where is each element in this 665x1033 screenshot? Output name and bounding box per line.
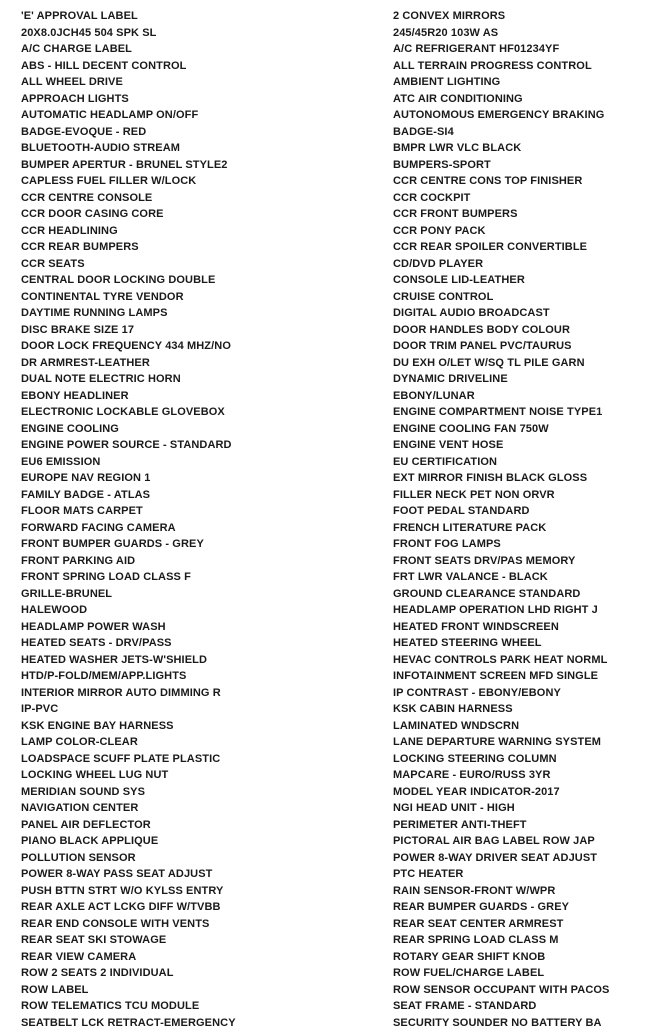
feature-item: AUTOMATIC HEADLAMP ON/OFF — [21, 109, 199, 121]
feature-item: DR ARMREST-LEATHER — [21, 356, 150, 369]
feature-item: DAYTIME RUNNING LAMPS — [21, 307, 168, 319]
feature-item: DYNAMIC DRIVELINE — [393, 373, 508, 385]
feature-item: FRT LWR VALANCE - BLACK — [393, 571, 548, 583]
feature-item: ENGINE VENT HOSE — [393, 439, 504, 451]
feature-item: HEATED WASHER JETS-W'SHIELD — [21, 653, 208, 666]
feature-item: EU6 EMISSION — [21, 455, 101, 468]
feature-item: MAPCARE - EURO/RUSS 3YR — [393, 769, 551, 781]
feature-item: ENGINE COMPARTMENT NOISE TYPE1 — [393, 406, 603, 418]
feature-item: HALEWOOD — [21, 604, 88, 616]
feature-item: EXT MIRROR FINISH BLACK GLOSS — [393, 472, 588, 484]
feature-item: BUMPERS-SPORT — [393, 158, 491, 171]
feature-item: FRONT SEATS DRV/PAS MEMORY — [393, 554, 576, 567]
feature-item: FAMILY BADGE - ATLAS — [21, 488, 151, 501]
feature-item: LOCKING WHEEL LUG NUT — [21, 769, 169, 781]
feature-item: FORWARD FACING CAMERA — [21, 521, 176, 534]
feature-item: CENTRAL DOOR LOCKING DOUBLE — [21, 274, 216, 286]
feature-item: LAMP COLOR-CLEAR — [21, 736, 138, 748]
feature-item: PUSH BTTN STRT W/O KYLSS ENTRY — [21, 884, 224, 897]
feature-item: ROW SENSOR OCCUPANT WITH PACOS — [393, 983, 610, 996]
feature-item: MODEL YEAR INDICATOR-2017 — [393, 785, 560, 798]
feature-item: BUMPER APERTUR - BRUNEL STYLE2 — [21, 158, 228, 171]
feature-item: REAR SEAT SKI STOWAGE — [21, 934, 167, 946]
feature-item: EU CERTIFICATION — [393, 455, 498, 468]
feature-item: SEAT FRAME - STANDARD — [393, 1000, 537, 1012]
feature-item: NAVIGATION CENTER — [21, 802, 139, 814]
feature-item: RAIN SENSOR-FRONT W/WPR — [393, 884, 556, 897]
feature-item: DIGITAL AUDIO BROADCAST — [393, 307, 550, 319]
feature-item: LOADSPACE SCUFF PLATE PLASTIC — [21, 752, 221, 765]
feature-item: ELECTRONIC LOCKABLE GLOVEBOX — [21, 406, 225, 418]
feature-item: SECURITY SOUNDER NO BATTERY BA — [393, 1016, 602, 1029]
feature-item: ROTARY GEAR SHIFT KNOB — [393, 950, 546, 963]
feature-item: PICTORAL AIR BAG LABEL ROW JAP — [393, 835, 595, 847]
feature-item: ABS - HILL DECENT CONTROL — [21, 59, 187, 72]
feature-item: BADGE-EVOQUE - RED — [21, 125, 147, 138]
feature-item: HEATED SEATS - DRV/PASS — [21, 637, 172, 649]
feature-item: CCR REAR SPOILER CONVERTIBLE — [393, 241, 588, 253]
feature-item: CCR COCKPIT — [393, 191, 471, 204]
feature-item: CRUISE CONTROL — [393, 290, 494, 303]
feature-item: ROW LABEL — [21, 983, 89, 996]
feature-item: HEVAC CONTROLS PARK HEAT NORML — [393, 653, 608, 666]
feature-item: ALL TERRAIN PROGRESS CONTROL — [393, 59, 592, 72]
feature-item: IP CONTRAST - EBONY/EBONY — [393, 686, 561, 699]
feature-item: KSK CABIN HARNESS — [393, 703, 513, 715]
feature-item: ALL WHEEL DRIVE — [21, 76, 123, 88]
feature-item: CAPLESS FUEL FILLER W/LOCK — [21, 175, 197, 187]
feature-item: LAMINATED WNDSCRN — [393, 719, 520, 732]
feature-item: HTD/P-FOLD/MEM/APP.LIGHTS — [21, 670, 187, 682]
feature-item: 20X8.0JCH45 504 SPK SL — [21, 26, 157, 39]
feature-item: MERIDIAN SOUND SYS — [21, 785, 146, 798]
feature-item: CONTINENTAL TYRE VENDOR — [21, 290, 184, 303]
feature-item: HEADLAMP POWER WASH — [21, 620, 166, 633]
feature-item: AUTONOMOUS EMERGENCY BRAKING — [393, 109, 605, 121]
feature-item: 245/45R20 103W AS — [393, 26, 499, 39]
feature-item: A/C CHARGE LABEL — [21, 43, 132, 55]
feature-item: CCR DOOR CASING CORE — [21, 208, 164, 220]
feature-item: CCR PONY PACK — [393, 224, 486, 237]
feature-item: ENGINE COOLING FAN 750W — [393, 422, 549, 435]
feature-item: REAR SEAT CENTER ARMREST — [393, 917, 564, 930]
feature-item: POLLUTION SENSOR — [21, 851, 136, 864]
feature-item: ENGINE POWER SOURCE - STANDARD — [21, 439, 232, 451]
feature-item: PERIMETER ANTI-THEFT — [393, 818, 527, 831]
feature-item: ATC AIR CONDITIONING — [393, 92, 523, 105]
feature-item: EBONY HEADLINER — [21, 389, 129, 402]
feature-item: DU EXH O/LET W/SQ TL PILE GARN — [393, 356, 585, 369]
feature-item: IP-PVC — [21, 703, 59, 715]
feature-item: DUAL NOTE ELECTRIC HORN — [21, 373, 181, 385]
feature-item: KSK ENGINE BAY HARNESS — [21, 719, 174, 732]
feature-item: CCR REAR BUMPERS — [21, 241, 139, 253]
feature-item: PTC HEATER — [393, 868, 464, 880]
feature-item: HEATED STEERING WHEEL — [393, 637, 542, 649]
feature-item: FLOOR MATS CARPET — [21, 505, 143, 517]
feature-item: FRENCH LITERATURE PACK — [393, 521, 547, 534]
feature-item: REAR VIEW CAMERA — [21, 950, 137, 963]
feature-item: BMPR LWR VLC BLACK — [393, 142, 522, 154]
feature-item: CCR HEADLINING — [21, 224, 118, 237]
feature-item: ROW FUEL/CHARGE LABEL — [393, 967, 545, 979]
feature-list-left-column — [21, 8, 381, 1031]
feature-item: REAR SPRING LOAD CLASS M — [393, 934, 559, 946]
feature-item: 'E' APPROVAL LABEL — [21, 10, 138, 22]
feature-item: CCR CENTRE CONS TOP FINISHER — [393, 175, 583, 187]
feature-item: REAR END CONSOLE WITH VENTS — [21, 917, 210, 930]
feature-item: A/C REFRIGERANT HF01234YF — [393, 43, 560, 55]
feature-item: FRONT SPRING LOAD CLASS F — [21, 571, 191, 583]
feature-item: POWER 8-WAY PASS SEAT ADJUST — [21, 868, 213, 880]
feature-item: GROUND CLEARANCE STANDARD — [393, 587, 581, 600]
feature-item: ROW TELEMATICS TCU MODULE — [21, 1000, 200, 1012]
feature-item: PANEL AIR DEFLECTOR — [21, 818, 151, 831]
feature-item: PIANO BLACK APPLIQUE — [21, 835, 159, 847]
feature-item: AMBIENT LIGHTING — [393, 76, 501, 88]
feature-item: REAR AXLE ACT LCKG DIFF W/TVBB — [21, 901, 221, 913]
feature-item: CD/DVD PLAYER — [393, 257, 484, 270]
feature-item: FRONT PARKING AID — [21, 554, 136, 567]
feature-item: FILLER NECK PET NON ORVR — [393, 488, 555, 501]
feature-item: DOOR LOCK FREQUENCY 434 MHZ/NO — [21, 340, 231, 352]
feature-item: SEATBELT LCK RETRACT-EMERGENCY — [21, 1016, 236, 1029]
feature-item: EUROPE NAV REGION 1 — [21, 472, 151, 484]
feature-item: BLUETOOTH-AUDIO STREAM — [21, 142, 181, 154]
feature-item: NGI HEAD UNIT - HIGH — [393, 802, 515, 814]
feature-item: CONSOLE LID-LEATHER — [393, 274, 525, 286]
feature-item: INFOTAINMENT SCREEN MFD SINGLE — [393, 670, 599, 682]
feature-item: CCR FRONT BUMPERS — [393, 208, 518, 220]
feature-item: CCR CENTRE CONSOLE — [21, 191, 153, 204]
feature-item: GRILLE-BRUNEL — [21, 587, 113, 600]
feature-item: POWER 8-WAY DRIVER SEAT ADJUST — [393, 851, 598, 864]
feature-item: LOCKING STEERING COLUMN — [393, 752, 557, 765]
feature-item: HEATED FRONT WINDSCREEN — [393, 620, 559, 633]
feature-item: ROW 2 SEATS 2 INDIVIDUAL — [21, 967, 174, 979]
feature-item: LANE DEPARTURE WARNING SYSTEM — [393, 736, 602, 748]
feature-item: FRONT FOG LAMPS — [393, 538, 501, 550]
feature-item: FOOT PEDAL STANDARD — [393, 505, 530, 517]
feature-item: 2 CONVEX MIRRORS — [393, 10, 506, 22]
feature-item: CCR SEATS — [21, 257, 85, 270]
feature-item: REAR BUMPER GUARDS - GREY — [393, 901, 570, 913]
feature-item: DOOR TRIM PANEL PVC/TAURUS — [393, 340, 572, 352]
feature-item: DOOR HANDLES BODY COLOUR — [393, 323, 570, 336]
feature-item: ENGINE COOLING — [21, 422, 119, 435]
feature-item: EBONY/LUNAR — [393, 389, 475, 402]
feature-item: BADGE-SI4 — [393, 125, 454, 138]
feature-item: HEADLAMP OPERATION LHD RIGHT J — [393, 604, 598, 616]
feature-item: APPROACH LIGHTS — [21, 92, 129, 105]
feature-item: INTERIOR MIRROR AUTO DIMMING R — [21, 686, 221, 699]
feature-item: DISC BRAKE SIZE 17 — [21, 323, 135, 336]
feature-list-right-column — [393, 8, 658, 1031]
feature-item: FRONT BUMPER GUARDS - GREY — [21, 538, 204, 550]
